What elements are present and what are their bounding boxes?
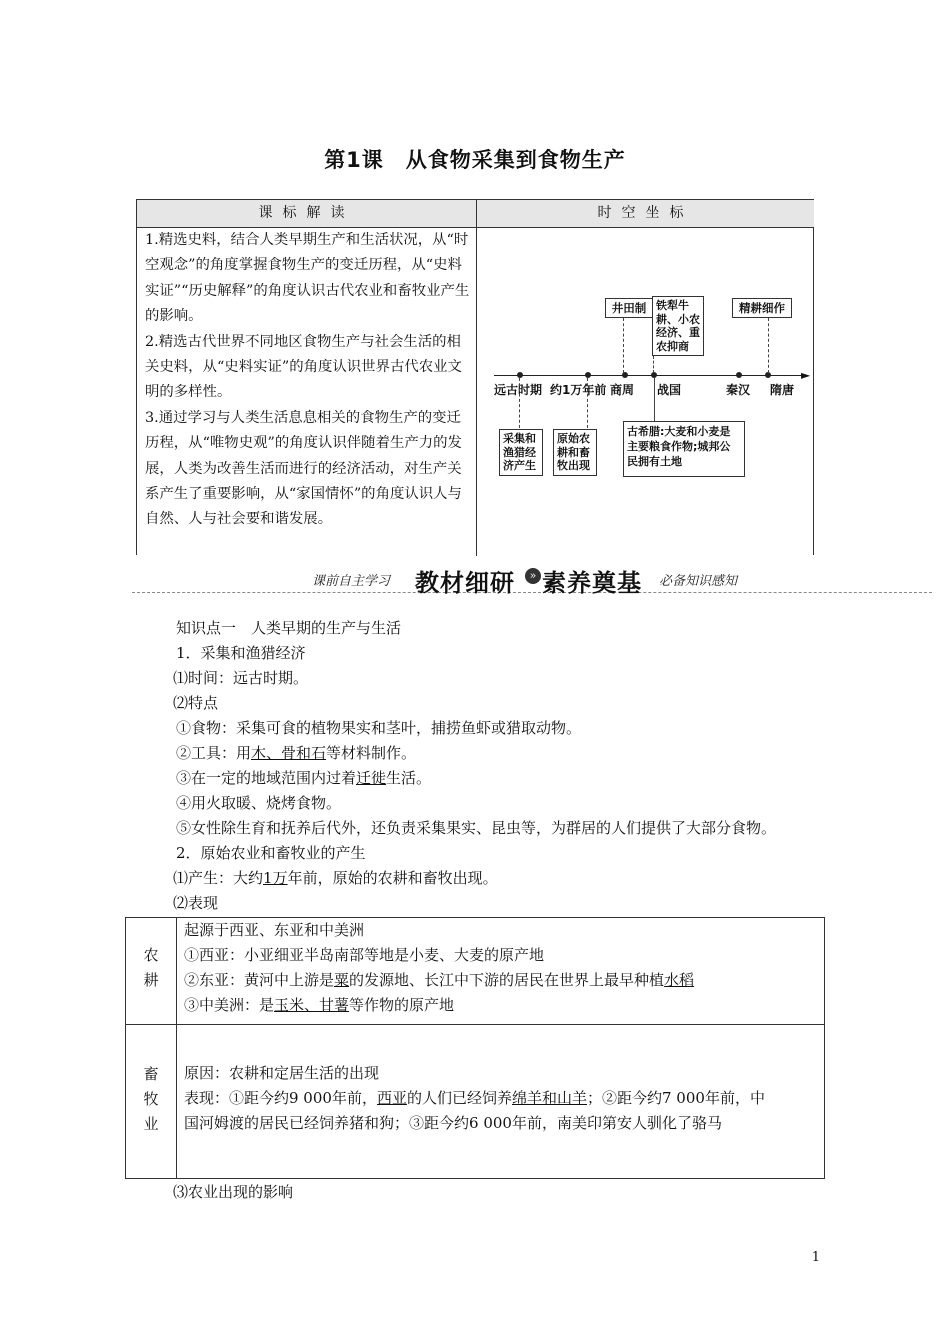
timeline-dot xyxy=(517,372,523,378)
text-line: ⑶农业出现的影响 xyxy=(173,1183,294,1201)
standards-timeline-table xyxy=(136,199,814,555)
banner-title-1: 教材细研 xyxy=(415,569,515,597)
standard-point-1: 1.精选史料，结合人类早期生产和生活状况，从“时空观念”的角度掌握食物生产的变迁历程，从“史料实证”“历史解释”的角度认识古代农业和畜牧业产生的影响。 xyxy=(145,232,470,325)
box-jinggeng: 精耕细作 xyxy=(732,298,792,318)
row-farming xyxy=(126,918,824,1025)
label-shang-zhou: 商周 xyxy=(610,383,635,397)
timeline-dot xyxy=(585,372,591,378)
connector xyxy=(654,378,655,422)
timeline-dot xyxy=(736,372,742,378)
banner-left: 课前自主学习 xyxy=(312,574,391,589)
underlined-answer: 木、骨和石 xyxy=(251,744,327,762)
header-timeline: 时空坐标 xyxy=(477,200,814,228)
standard-point-2: 2.精选古代世界不同地区食物生产与社会生活的相关史料，从“史料实证”的角度认识世界古代农业文明的多样性。 xyxy=(145,333,462,401)
text-line: ②工具：用木、骨和石等材料制作。 xyxy=(176,744,417,762)
text-line: ⑤女性除生育和抚养后代外，还负责采集果实、昆虫等，为群居的人们提供了大部分食物。 xyxy=(176,819,777,837)
standard-point-3: 3.通过学习与人类生活息息相关的食物生产的变迁历程，从“唯物史观”的角度认识伴随着生产力的发展，人类为改善生活而进行的经济活动，对生产关系产生了重要影响，从“家国情怀”的角度认识人与自然、人与社会要和谐发展。 xyxy=(145,409,462,528)
timeline-axis xyxy=(494,375,806,376)
text-line: ⑴产生：大约1万年前，原始的农耕和畜牧出现。 xyxy=(173,869,498,887)
arrow-icon: ► xyxy=(801,368,811,382)
text-line: ④用火取暖、烧烤食物。 xyxy=(176,794,342,812)
husbandry-content: 原因：农耕和定居生活的出现 表现：①距今约9 000年前，西亚的人们已经饲养绵羊和山羊；②距今约7 000年前，中 国河姆渡的居民已经饲养猪和狗；③距今约6 000年前，南美印第安人驯化了骆马 xyxy=(184,1064,765,1132)
agriculture-table xyxy=(125,917,825,1179)
connector xyxy=(587,378,588,428)
page-title: 第1课 从食物采集到食物生产 xyxy=(324,148,626,172)
chevron-right-icon: » xyxy=(525,568,541,584)
row-husbandry xyxy=(126,1024,824,1178)
text-line: ⑵特点 xyxy=(173,694,219,712)
connector xyxy=(768,318,769,373)
box-yuanshi: 原始农耕和畜牧出现 xyxy=(553,429,597,476)
subheading-1: 1．采集和渔猎经济 xyxy=(176,644,306,662)
divider xyxy=(132,592,932,593)
knowledge-heading: 知识点一 人类早期的生产与生活 xyxy=(176,619,402,637)
standards-text xyxy=(145,228,470,533)
underlined-answer: 1万 xyxy=(263,869,288,887)
page-number: 1 xyxy=(811,1250,820,1265)
text-line: ③在一定的地域范围内过着迁徙生活。 xyxy=(176,769,432,787)
label-warring-states: 战国 xyxy=(657,383,682,397)
connector xyxy=(519,378,520,428)
text-line: ⑵表现 xyxy=(173,894,219,912)
text-line: ⑴时间：远古时期。 xyxy=(173,669,309,687)
text-line: ①食物：采集可食的植物果实和茎叶，捕捞鱼虾或猎取动物。 xyxy=(176,719,582,737)
row-label-husbandry: 畜牧业 xyxy=(126,1024,177,1178)
subheading-2: 2．原始农业和畜牧业的产生 xyxy=(176,844,366,862)
box-caiji: 采集和渔猎经济产生 xyxy=(499,429,543,476)
connector xyxy=(623,318,624,373)
box-jingtian: 井田制 xyxy=(605,298,653,318)
label-ancient: 远古时期 xyxy=(494,383,543,397)
box-greece: 古希腊:大麦和小麦是主要粮食作物;城邦公民拥有土地 xyxy=(623,421,745,477)
farming-content: 起源于西亚、东亚和中美洲 ①西亚：小亚细亚半岛南部等地是小麦、大麦的原产地 ②东亚：黄河中上游是粟的发源地、长江中下游的居民在世界上最早种植水稻 ③中美洲：是玉米、甘薯等作物的原产地 xyxy=(184,921,695,1014)
row-label-farming: 农耕 xyxy=(126,918,177,1024)
section-banner xyxy=(132,562,932,604)
lesson-body xyxy=(173,616,836,916)
underlined-answer: 迁徙 xyxy=(356,769,387,787)
banner-title-2: 素养奠基 xyxy=(542,569,642,597)
column-divider xyxy=(476,200,477,556)
label-10000-years: 约1万年前 xyxy=(550,383,607,397)
banner-right: 必备知识感知 xyxy=(659,574,738,589)
header-standards: 课标解读 xyxy=(137,200,476,228)
connector xyxy=(653,356,654,373)
label-sui-tang: 隋唐 xyxy=(770,383,795,397)
box-tieli: 铁犁牛耕、小农经济、重农抑商 xyxy=(652,296,704,356)
label-qin-han: 秦汉 xyxy=(726,383,751,397)
